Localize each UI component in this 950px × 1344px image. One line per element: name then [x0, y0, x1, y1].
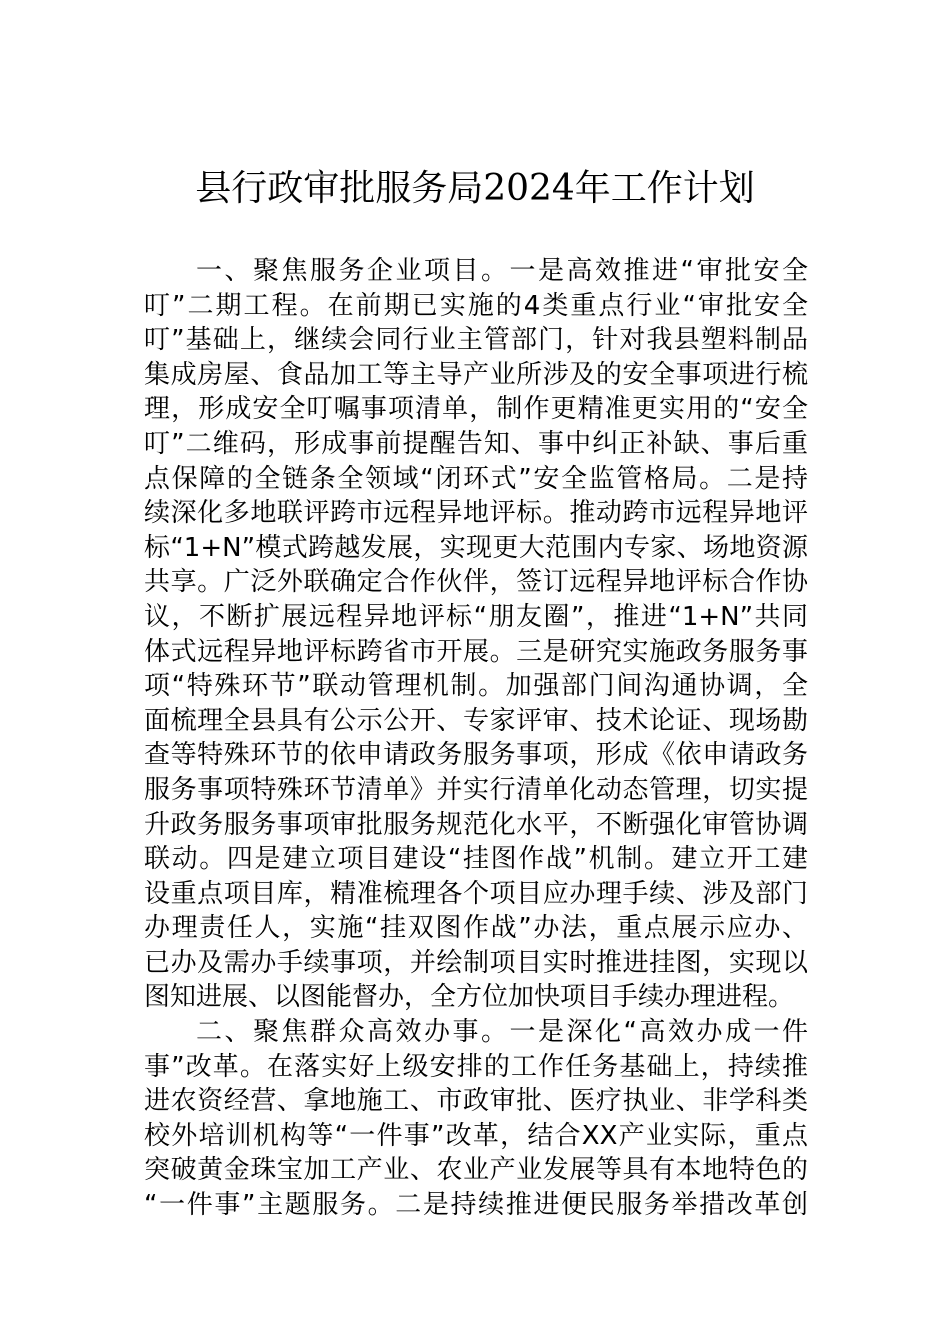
text-line: 议，不断扩展远程异地评标“朋友圈”，推进“1+N”共同 [144, 601, 808, 632]
text-line: 设重点项目库，精准梳理各个项目应办理手续、涉及部门 [144, 878, 808, 909]
text-line: 服务事项特殊环节清单》并实行清单化动态管理，切实提 [144, 774, 808, 805]
text-line: 体式远程异地评标跨省市开展。三是研究实施政务服务事 [144, 636, 808, 667]
text-line: 校外培训机构等“一件事”改革，结合XX产业实际，重点 [144, 1120, 808, 1151]
text-line: 项“特殊环节”联动管理机制。加强部门间沟通协调，全 [144, 671, 808, 702]
text-line: 叮”基础上，继续会同行业主管部门，针对我县塑料制品 [144, 325, 808, 356]
text-line: 一、聚焦服务企业项目。一是高效推进“审批安全 [196, 256, 808, 286]
text-line: 标“1+N”模式跨越发展，实现更大范围内专家、场地资源 [144, 532, 808, 563]
text-line: 叮”二维码，形成事前提醒告知、事中纠正补缺、事后重 [144, 428, 808, 459]
text-line: 二、聚焦群众高效办事。一是深化“高效办成一件 [196, 1017, 808, 1048]
text-line: 共享。广泛外联确定合作伙伴，签订远程异地评标合作协 [144, 567, 808, 598]
text-line: 办理责任人，实施“挂双图作战”办法，重点展示应办、 [144, 913, 808, 944]
text-line: 点保障的全链条全领域“闭环式”安全监管格局。二是持 [144, 463, 808, 494]
text-line: 面梳理全县具有公示公开、专家评审、技术论证、现场勘 [144, 705, 808, 736]
text-line: 突破黄金珠宝加工产业、农业产业发展等具有本地特色的 [144, 1155, 808, 1186]
document-body [144, 254, 808, 1223]
text-line: 集成房屋、食品加工等主导产业所涉及的安全事项进行梳 [144, 359, 808, 390]
text-line: 续深化多地联评跨市远程异地评标。推动跨市远程异地评 [144, 498, 808, 529]
text-line: 已办及需办手续事项，并绘制项目实时推进挂图，实现以 [144, 947, 808, 978]
text-line: 事”改革。在落实好上级安排的工作任务基础上，持续推 [144, 1051, 808, 1082]
text-line: “一件事”主题服务。二是持续推进便民服务举措改革创 [144, 1190, 808, 1221]
text-line: 查等特殊环节的依申请政务服务事项，形成《依申请政务 [144, 740, 808, 771]
text-line: 图知进展、以图能督办，全方位加快项目手续办理进程。 [144, 982, 795, 1013]
text-line: 叮”二期工程。在前期已实施的4类重点行业“审批安全 [144, 290, 808, 321]
text-line: 升政务服务事项审批服务规范化水平，不断强化审管协调 [144, 809, 808, 840]
text-line: 联动。四是建立项目建设“挂图作战”机制。建立开工建 [144, 844, 808, 875]
text-line: 理，形成安全叮嘱事项清单，制作更精准更实用的“安全 [144, 394, 808, 425]
text-line: 进农资经营、拿地施工、市政审批、医疗执业、非学科类 [144, 1086, 808, 1117]
document-title: 县行政审批服务局2024年工作计划 [195, 168, 755, 209]
